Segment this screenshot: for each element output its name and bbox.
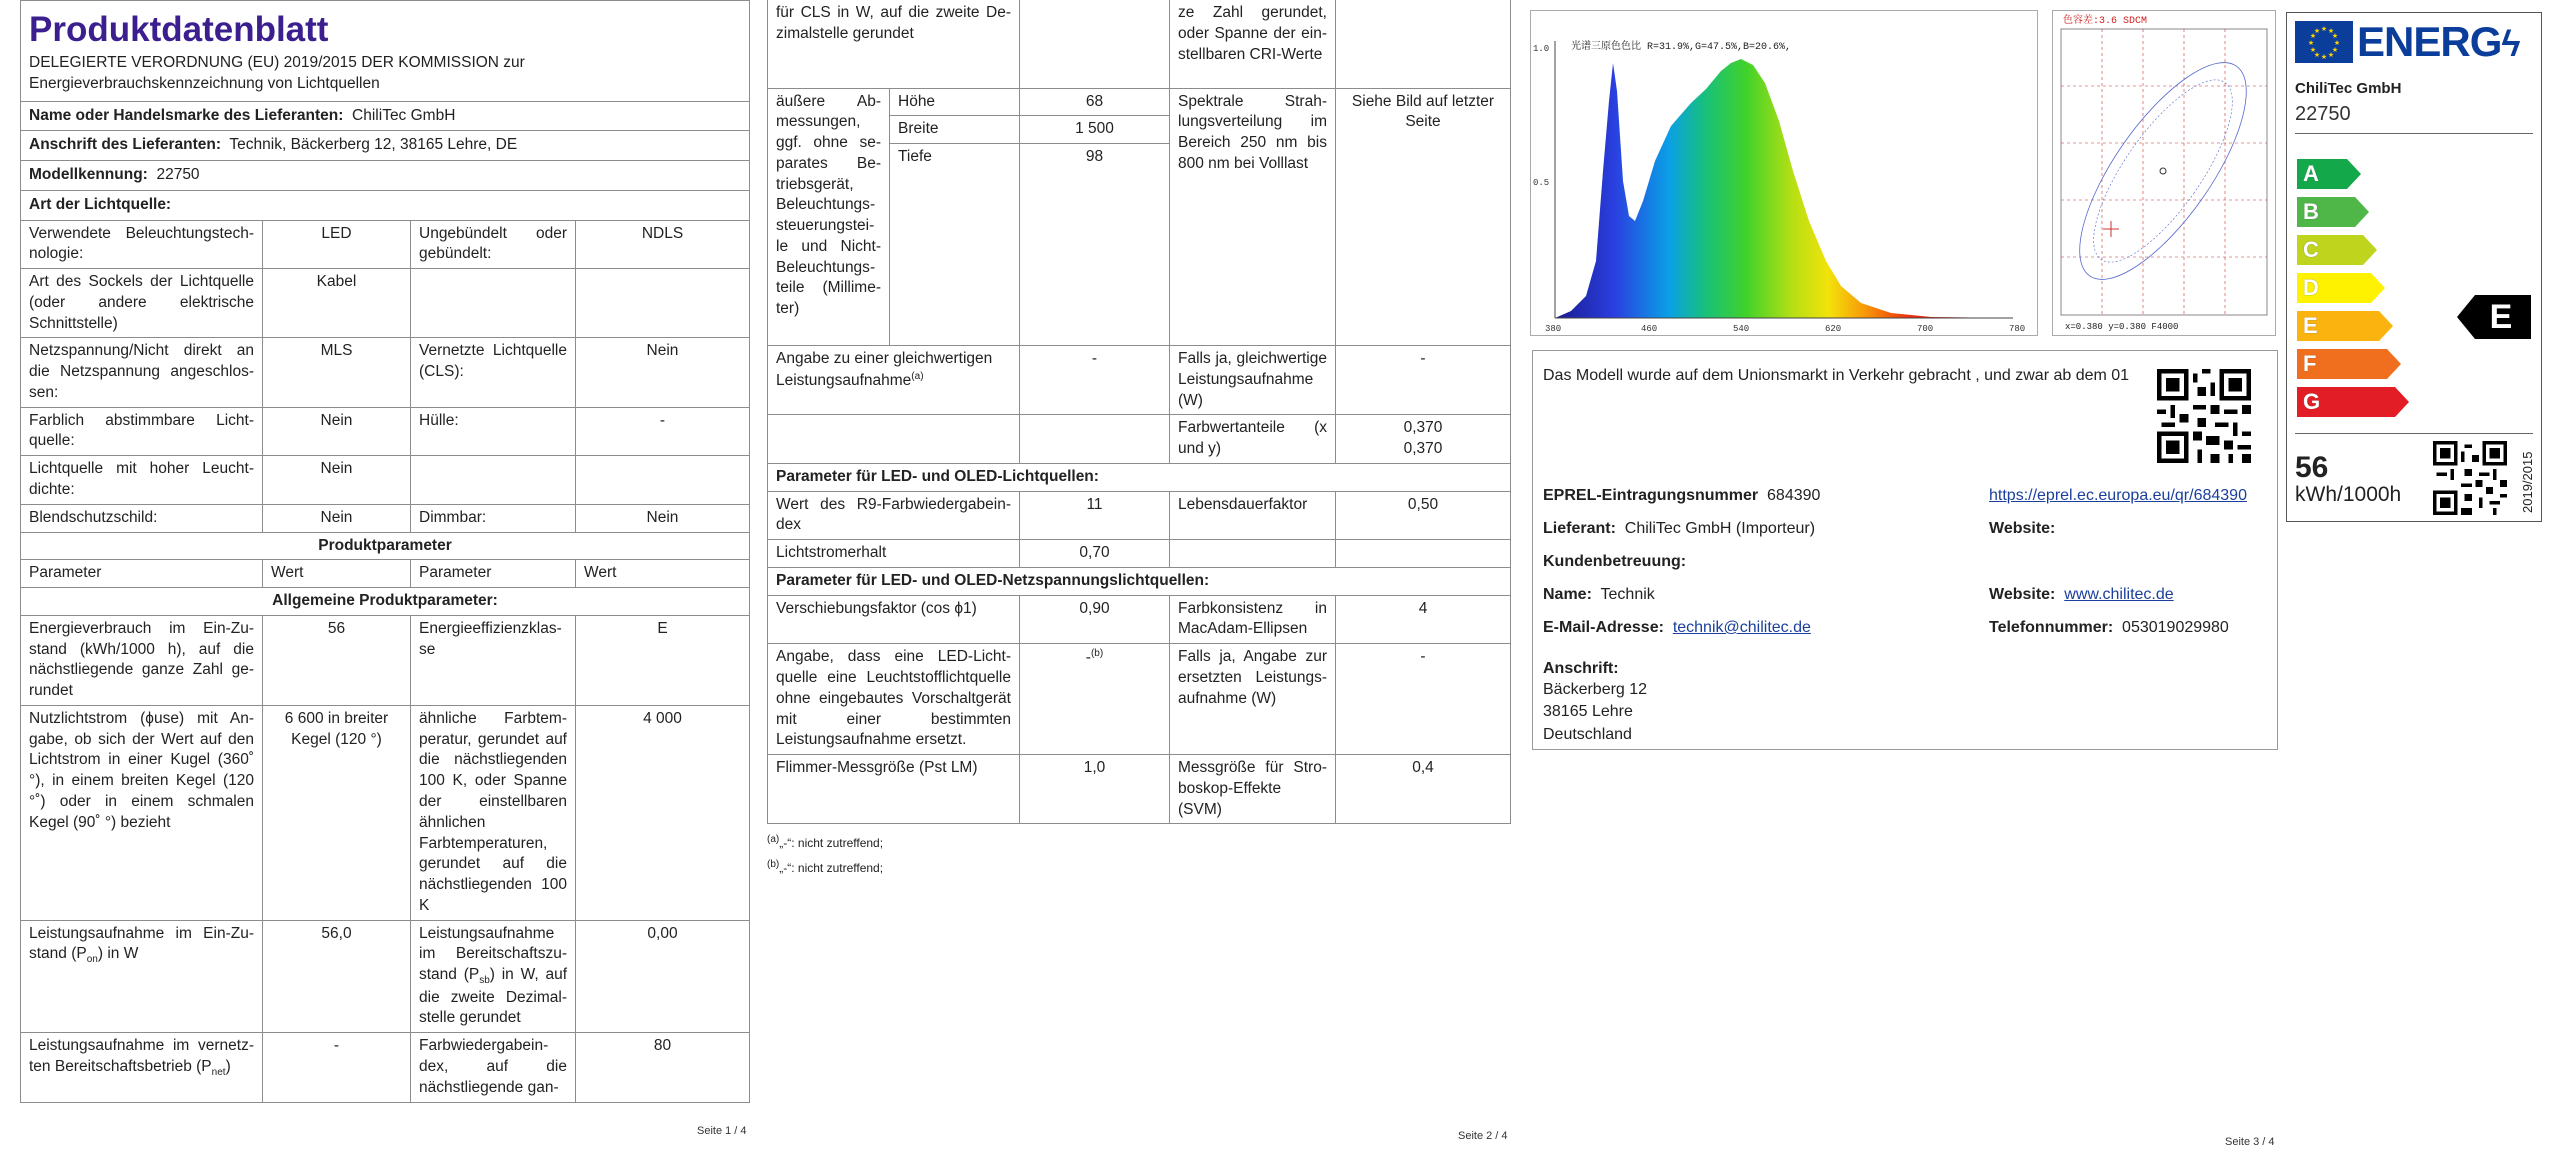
eu-flag-icon	[2295, 21, 2353, 63]
energy-word	[2357, 15, 2519, 71]
table-cell	[1020, 644, 1170, 755]
column-header: Parameter	[21, 560, 263, 588]
table-row	[768, 644, 1511, 755]
table-cell	[21, 1033, 263, 1103]
website-link[interactable]: www.chilitec.de	[2064, 586, 2174, 603]
cie-caption: x=0.380 y=0.380 F4000	[2065, 322, 2179, 332]
table-cell	[768, 346, 1020, 415]
section-heading: Produktparameter	[21, 532, 750, 560]
table-cell: Nein	[576, 504, 750, 532]
table-cell: Ungebündelt oder gebündelt:	[411, 220, 576, 269]
table-cell	[1170, 540, 1336, 568]
class-letter: F	[2303, 351, 2317, 376]
table-cell: -	[576, 407, 750, 456]
website-row	[1989, 584, 2174, 605]
email-label: E-Mail-Adresse:	[1543, 619, 1664, 636]
table-cell: E	[576, 615, 750, 705]
section-heading: Allgemeine Produktparameter:	[21, 588, 750, 616]
eu-stars-icon	[2295, 21, 2353, 63]
x-tick-label: 620	[1825, 324, 1842, 334]
table-cell: 6 600 in breiter Kegel (120 °)	[263, 705, 411, 920]
class-arrow-a	[2297, 159, 2347, 189]
lieferant-row	[1543, 518, 1815, 539]
table-cell: 1,0	[1020, 755, 1170, 824]
table-row	[768, 567, 1511, 595]
table-cell: Messgröße für Stroboskop-Effekte (SVM)	[1170, 755, 1336, 824]
table-cell: Lichtquelle mit hoher Leuchtdichte:	[21, 456, 263, 505]
page-4	[2284, 0, 2540, 1142]
table-row	[21, 220, 750, 269]
cie-svg	[2053, 11, 2275, 335]
table-row	[21, 588, 750, 616]
footnotes	[767, 830, 1511, 880]
table-cell	[411, 269, 576, 338]
section-heading: Parameter für LED- und OLED-Lichtquellen:	[768, 463, 1511, 491]
spectrum-curve	[1555, 59, 2011, 318]
website2-label: Website:	[1989, 586, 2056, 603]
cell-text: Angabe zu einer gleichwertigen Leistungsaufnahme	[776, 350, 993, 389]
table-cell	[1336, 415, 1511, 464]
table-cell: 98	[1020, 144, 1170, 346]
class-letter: A	[2303, 161, 2319, 186]
chroma-x: 0,370	[1403, 419, 1443, 437]
eprel-info-box	[1532, 350, 2278, 750]
table-cell: für CLS in W, auf die zweite Dezimalstelle gerundet	[768, 0, 1020, 88]
cell-text: Leistungsaufnahme im Bereitschaftszustand (P	[419, 924, 567, 984]
cell-text: ) in W	[97, 945, 139, 963]
table-cell: Wert des R9-Farbwiedergabeindex	[768, 491, 1020, 540]
table-cell: 68	[1020, 88, 1170, 116]
current-class-arrow	[2457, 295, 2531, 339]
phone-value: 053019029980	[2122, 619, 2229, 636]
page-number: Seite 2 / 4	[1458, 1130, 1508, 1142]
svg-text:★: ★	[2307, 39, 2315, 47]
table-cell: -	[263, 1033, 411, 1103]
model-value: 22750	[156, 166, 200, 184]
x-tick-label: 780	[2009, 324, 2026, 334]
name-value: Technik	[1600, 586, 1655, 603]
current-class-letter: E	[2489, 298, 2513, 336]
website-label: Website:	[1989, 520, 2056, 537]
footnote-marker: (a)	[767, 834, 780, 846]
table-cell	[768, 415, 1020, 464]
table-cell	[411, 456, 576, 505]
svg-text:★: ★	[2327, 51, 2335, 59]
table-row	[21, 407, 750, 456]
table-cell: 4 000	[576, 705, 750, 920]
svg-text:★: ★	[2313, 51, 2321, 59]
table-cell	[1336, 0, 1511, 88]
table-cell: Breite	[890, 116, 1020, 144]
eprel-value: 684390	[1767, 487, 1821, 504]
table-cell: Blendschutzschild:	[21, 504, 263, 532]
class-letter: B	[2303, 199, 2319, 224]
table-cell: Verwendete Beleuchtungstechnologie:	[21, 220, 263, 269]
table-cell: Verschiebungsfaktor (cos ϕ1)	[768, 595, 1020, 644]
spectrum-title: 光谱三原色色比 R=31.9%,G=47.5%,B=20.6%,	[1571, 42, 1792, 53]
table-row	[768, 595, 1511, 644]
spectrum-chart	[1530, 10, 2038, 336]
product-table-1	[20, 220, 750, 1104]
table-cell	[1020, 415, 1170, 464]
svg-text:★: ★	[2320, 25, 2328, 33]
page-1	[20, 0, 750, 1142]
table-cell: LED	[263, 220, 411, 269]
table-cell: 11	[1020, 491, 1170, 540]
table-cell: Angabe, dass eine LED-Lichtquelle eine Leuchtstofflichtquelle ohne eingebautes Vorschaltgerät mit einer bestimmten Leistungsaufnahme ersetzt.	[768, 644, 1020, 755]
y-tick-label: 0.5	[1533, 178, 1550, 188]
divider	[2295, 133, 2533, 134]
table-cell: Nein	[576, 338, 750, 407]
table-cell: Farbkonsistenz in MacAdam-Ellipsen	[1170, 595, 1336, 644]
table-cell: 80	[576, 1033, 750, 1103]
table-cell: Nutzlichtstrom (ϕuse) mit Angabe, ob sich der Wert auf den Lichtstrom in einer Kugel (360˚ °), in einem breiten Kegel (120 °˚) oder in einem schmalen Kegel (90˚ °) bezieht	[21, 705, 263, 920]
table-cell: Dimmbar:	[411, 504, 576, 532]
kundenbetreuung-label: Kundenbetreuung:	[1543, 553, 1687, 570]
table-row	[768, 540, 1511, 568]
market-intro: Das Modell wurde auf dem Unionsmarkt in Verkehr gebracht , und zwar ab dem 01	[1543, 367, 2130, 384]
footnote-b	[767, 855, 1511, 880]
page-2	[767, 0, 1511, 1142]
qr-code-icon	[2157, 369, 2251, 463]
product-table-2	[767, 0, 1511, 824]
table-cell: Farblich abstimmbare Lichtquelle:	[21, 407, 263, 456]
table-cell: Siehe Bild auf letzter Seite	[1336, 88, 1511, 346]
table-cell: Art des Sockels der Lichtquelle (oder andere elektrische Schnittstelle)	[21, 269, 263, 338]
energy-lightning-icon: ϟ	[2501, 23, 2520, 64]
table-row	[21, 504, 750, 532]
cell-subscript: sb	[479, 975, 490, 987]
x-tick-label: 460	[1641, 324, 1658, 334]
table-cell: 0,90	[1020, 595, 1170, 644]
x-tick-label: 380	[1545, 324, 1562, 334]
page-number: Seite 1 / 4	[697, 1125, 747, 1137]
cie-chart	[2052, 10, 2276, 336]
cell-text: )	[225, 1057, 231, 1075]
table-cell: Höhe	[890, 88, 1020, 116]
table-cell	[1336, 540, 1511, 568]
table-cell: MLS	[263, 338, 411, 407]
table-cell: Flimmer-Messgröße (Pst LM)	[768, 755, 1020, 824]
cie-title: 色容差:3.6 SDCM	[2063, 16, 2148, 27]
address-row	[21, 130, 749, 160]
regulation-subtitle: DELEGIERTE VERORDNUNG (EU) 2019/2015 DER KOMMISSION zur Energieverbrauchskennzeichnung von Lichtquellen	[29, 54, 525, 92]
table-cell	[576, 269, 750, 338]
table-cell: NDLS	[576, 220, 750, 269]
table-row	[21, 1033, 750, 1103]
table-cell: -	[1336, 644, 1511, 755]
class-arrow-e	[2297, 311, 2379, 341]
class-arrow-d	[2297, 273, 2371, 303]
table-cell	[411, 920, 576, 1033]
table-cell: -	[1336, 346, 1511, 415]
label-supplier: ChiliTec GmbH	[2295, 80, 2402, 97]
energy-word-text: ENERG	[2357, 18, 2502, 65]
eprel-qr-code[interactable]	[2157, 369, 2251, 463]
table-cell: Spektrale Strahlungsverteilung im Bereich 250 nm bis 800 nm bei Volllast	[1170, 88, 1336, 346]
address-line: Bäckerberg 12	[1543, 681, 1648, 698]
datasheet-header	[20, 0, 750, 220]
anschrift-block	[1543, 679, 1647, 746]
table-cell: Falls ja, Angabe zur ersetzten Leistungsaufnahme (W)	[1170, 644, 1336, 755]
table-row	[21, 920, 750, 1033]
table-cell: Nein	[263, 504, 411, 532]
model-label: Modellkennung:	[29, 166, 148, 184]
table-cell: Netzspannung/Nicht direkt an die Netzspannung angeschlossen:	[21, 338, 263, 407]
table-cell: Lichtstromerhalt	[768, 540, 1020, 568]
consumption-value: 56	[2295, 451, 2329, 484]
table-cell: -	[1020, 346, 1170, 415]
table-row	[768, 491, 1511, 540]
address-line: Deutschland	[1543, 725, 1632, 743]
table-cell: Nein	[263, 407, 411, 456]
cie-frame	[2061, 29, 2267, 315]
name-row	[1543, 584, 1655, 605]
svg-text:★: ★	[2331, 32, 2339, 40]
table-row	[21, 615, 750, 705]
y-tick-label: 1.0	[1533, 44, 1550, 54]
table-cell	[576, 456, 750, 505]
lieferant-value: ChiliTec GmbH (Importeur)	[1624, 520, 1816, 537]
svg-text:★: ★	[2313, 27, 2321, 35]
class-arrow-c	[2297, 235, 2363, 265]
phone-row	[1989, 617, 2229, 638]
table-cell: Nein	[263, 456, 411, 505]
phone-label: Telefonnummer:	[1989, 619, 2114, 636]
energy-label	[2286, 12, 2542, 522]
model-row	[21, 160, 749, 190]
table-cell	[1020, 0, 1170, 88]
footnote-text: „-“: nicht zutreffend;	[779, 861, 884, 876]
svg-text:★: ★	[2309, 46, 2317, 54]
label-qr-code[interactable]	[2433, 441, 2507, 515]
supplier-value: ChiliTec GmbH	[352, 106, 456, 124]
footnote-text: „-“: nicht zutreffend;	[779, 836, 884, 851]
page-title: Produktdatenblatt	[29, 10, 329, 49]
table-cell: 0,50	[1336, 491, 1511, 540]
email-link[interactable]: technik@chilitec.de	[1672, 619, 1811, 636]
table-row	[21, 338, 750, 407]
svg-text:★: ★	[2333, 39, 2341, 47]
svg-text:★: ★	[2331, 46, 2339, 54]
x-tick-label: 700	[1917, 324, 1934, 334]
table-cell: Falls ja, gleichwertige Leistungsaufnahme (W)	[1170, 346, 1336, 415]
footnote-a	[767, 830, 1511, 855]
table-cell: Vernetzte Lichtquelle (CLS):	[411, 338, 576, 407]
cell-subscript: on	[86, 954, 98, 966]
address-line: 38165 Lehre	[1543, 703, 1633, 721]
address-label: Anschrift des Lieferanten:	[29, 136, 222, 154]
table-row	[768, 346, 1511, 415]
eprel-label: EPREL-Eintragungsnummer	[1543, 487, 1759, 504]
eprel-row	[1543, 485, 1820, 506]
page-3	[1530, 0, 2280, 1142]
regulation-number: 2019/2015	[2520, 451, 2535, 513]
class-letter: G	[2303, 389, 2321, 414]
table-cell: Farbwertanteile (x und y)	[1170, 415, 1336, 464]
table-row	[768, 0, 1511, 88]
table-cell: Tiefe	[890, 144, 1020, 346]
cell-superscript: (b)	[1090, 648, 1104, 660]
table-cell: 0,70	[1020, 540, 1170, 568]
qr-code-icon	[2433, 441, 2507, 515]
table-cell: Hülle:	[411, 407, 576, 456]
chroma-y: 0,370	[1403, 440, 1443, 458]
name-label: Name:	[1543, 586, 1592, 603]
table-row	[21, 532, 750, 560]
table-cell: Kabel	[263, 269, 411, 338]
address-value: Technik, Bäckerberg 12, 38165 Lehre, DE	[229, 136, 518, 154]
source-type-heading: Art der Lichtquelle:	[21, 190, 749, 220]
column-header: Wert	[263, 560, 411, 588]
table-row	[21, 269, 750, 338]
table-cell: 1 500	[1020, 116, 1170, 144]
lieferant-label: Lieferant:	[1543, 520, 1616, 537]
table-cell: 0,00	[576, 920, 750, 1033]
table-cell: Energieverbrauch im Ein-Zustand (kWh/1000 h), auf die nächstliegende ganze Zahl gerundet	[21, 615, 263, 705]
table-cell: 56	[263, 615, 411, 705]
divider	[2295, 433, 2533, 434]
table-row	[21, 456, 750, 505]
table-cell: 56,0	[263, 920, 411, 1033]
table-header-row	[21, 560, 750, 588]
eprel-link[interactable]: https://eprel.ec.europa.eu/qr/684390	[1989, 487, 2247, 504]
section-heading: Parameter für LED- und OLED-Netzspannungslichtquellen:	[768, 567, 1511, 595]
table-row	[768, 755, 1511, 824]
spectrum-svg	[1531, 11, 2037, 335]
supplier-label: Name oder Handelsmarke des Lieferanten:	[29, 106, 344, 124]
class-letter: C	[2303, 237, 2319, 262]
supplier-row	[21, 101, 749, 131]
table-cell: Lebensdauerfaktor	[1170, 491, 1336, 540]
anschrift-label: Anschrift:	[1543, 660, 1619, 677]
table-cell: 4	[1336, 595, 1511, 644]
svg-text:★: ★	[2327, 27, 2335, 35]
table-row	[768, 415, 1511, 464]
class-arrow-f	[2297, 349, 2387, 379]
class-letter: D	[2303, 275, 2319, 300]
table-cell: ze Zahl gerundet, oder Spanne der einstellbaren CRI-Werte	[1170, 0, 1336, 88]
class-arrow-g	[2297, 387, 2395, 417]
cell-text: Leistungsaufnahme im Ein-Zustand (P	[29, 924, 254, 963]
email-row	[1543, 617, 1811, 638]
svg-text:★: ★	[2320, 53, 2328, 61]
table-cell: ähnliche Farbtemperatur, gerundet auf die nächstliegenden 100 K, oder Spanne der einstellbaren ähnlichen Farbtemperaturen, gerundet auf die nächstliegenden 100 K	[411, 705, 576, 920]
cell-text: -	[1085, 649, 1091, 667]
x-tick-label: 540	[1733, 324, 1750, 334]
column-header: Wert	[576, 560, 750, 588]
table-cell: 0,4	[1336, 755, 1511, 824]
cell-superscript: (a)	[911, 370, 924, 382]
footnote-marker: (b)	[767, 859, 780, 871]
class-arrow-b	[2297, 197, 2355, 227]
consumption-unit: kWh/1000h	[2295, 483, 2402, 506]
class-letter: E	[2303, 313, 2318, 338]
table-cell	[21, 920, 263, 1033]
table-cell: Energieeffizienzklasse	[411, 615, 576, 705]
cell-text: Leistungsaufnahme im vernetzten Bereitschaftsbetrieb (P	[29, 1037, 254, 1075]
svg-text:★: ★	[2309, 32, 2317, 40]
label-model: 22750	[2295, 103, 2351, 125]
table-row	[768, 88, 1511, 116]
cell-text: ) in W, auf die zweite Dezimalstelle gerundet	[419, 966, 567, 1027]
table-row	[21, 705, 750, 920]
dimensions-label: äußere Abmessungen, ggf. ohne separates Betriebsgerät, Beleuchtungssteuerungsteile und Nicht-Beleuchtungsteile (Millimeter)	[768, 88, 890, 346]
page-number: Seite 3 / 4	[2225, 1136, 2275, 1148]
table-row	[768, 463, 1511, 491]
cell-subscript: net	[211, 1066, 226, 1078]
table-cell: Farbwiedergabeindex, auf die nächstliegende gan-	[411, 1033, 576, 1103]
column-header: Parameter	[411, 560, 576, 588]
